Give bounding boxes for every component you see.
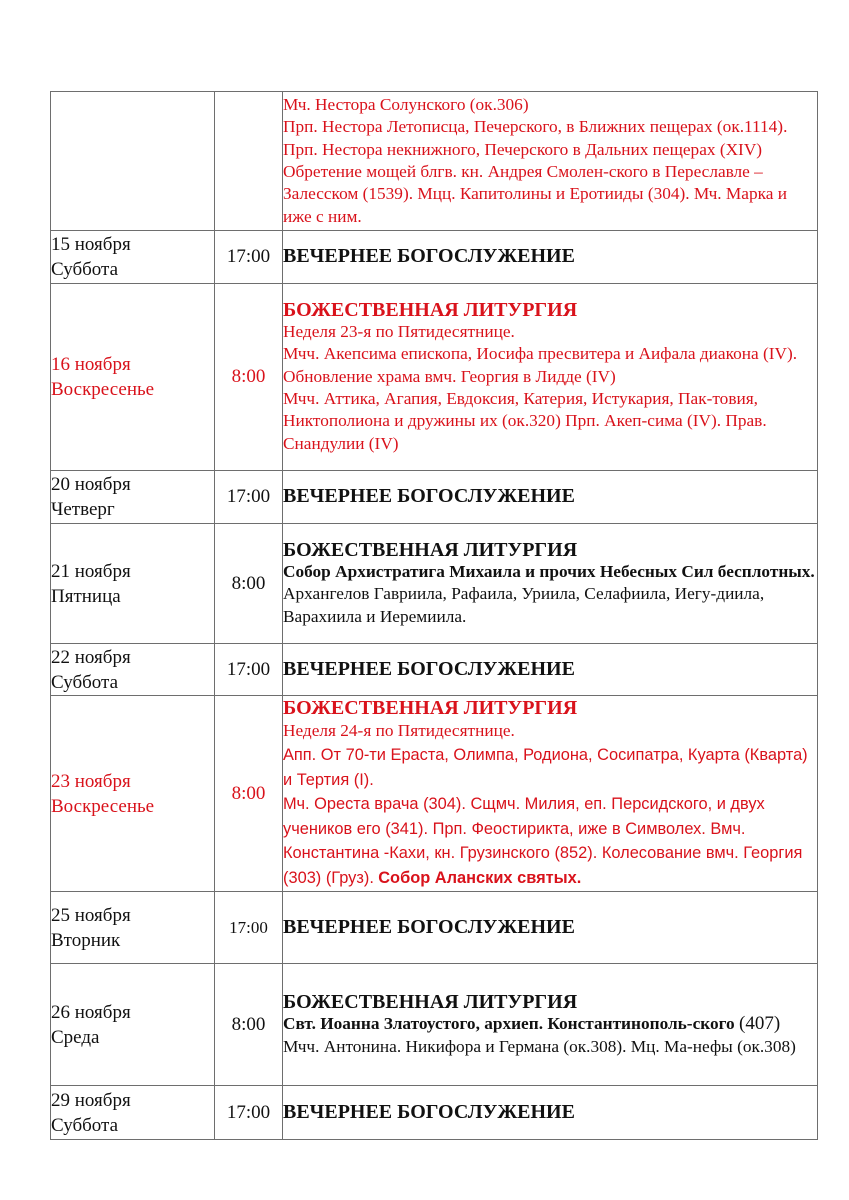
service-title: ВЕЧЕРНЕЕ БОГОСЛУЖЕНИЕ [283,915,575,938]
description-cell [283,524,818,644]
weekday: Пятница [51,585,121,607]
description-cell [283,892,818,964]
service-title: БОЖЕСТВЕННАЯ ЛИТУРГИЯ [283,696,578,719]
feast-title: Собор Аланских святых. [378,868,582,887]
table-row [51,696,818,892]
service-title: БОЖЕСТВЕННАЯ ЛИТУРГИЯ [283,539,578,562]
date: 22 ноября [51,646,131,668]
date-cell [51,471,215,524]
weekday: Суббота [51,1114,119,1136]
time-cell: 8:00 [215,524,283,644]
weekday: Суббота [51,259,119,280]
date-cell [51,644,215,696]
table-row [51,471,818,524]
table-row [51,524,818,644]
date: 15 ноября [51,234,131,255]
time-cell: 17:00 [215,644,283,696]
feast-title: Собор Архистратига Михаила и прочих Небесных Сил бесплотных. [283,562,815,582]
description-cell [283,644,818,696]
time-cell: 8:00 [215,964,283,1086]
date: 20 ноября [51,474,131,495]
date: 26 ноября [51,1001,131,1023]
table-row [51,964,818,1086]
time-cell: 17:00 [215,471,283,524]
description-cell [283,1086,818,1140]
time-cell: 8:00 [215,284,283,471]
service-title: БОЖЕСТВЕННАЯ ЛИТУРГИЯ [283,299,578,322]
time-cell: 17:00 [215,231,283,284]
date-cell [51,892,215,964]
commemoration-line: Мчч. Акепсима епископа, Иосифа пресвитера и Аифала диакона (IV). [283,344,798,364]
commemoration-line: Неделя 24-я по Пятидесятнице. [283,720,515,740]
service-title: БОЖЕСТВЕННАЯ ЛИТУРГИЯ [283,991,578,1014]
date-cell [51,284,215,471]
time-cell: 8:00 [215,696,283,892]
date-cell [51,1086,215,1140]
date-cell [51,524,215,644]
date: 21 ноября [51,560,131,582]
commemoration-line: Прп. Нестора Летописца, Печерского, в Ближних пещерах (ок.1114). Прп. Нестора некнижного, Печерского в Дальних пещерах (XIV) Обретение мощей блгв. кн. Андрея Смолен-ского в Переславле – Залесском (1539). Мцц. Капитолины и Еротииды (304). Мч. Марка и иже с ним. [283,117,788,226]
commemoration-line: Неделя 23-я по Пятидесятнице. [283,322,515,342]
feast-title: Свт. Иоанна Златоустого, архиеп. Константинополь-ского [283,1014,735,1034]
commemoration-line: Мч. Нестора Солунского (ок.306) [283,95,529,115]
commemoration-line: Мчч. Аттика, Агапия, Евдоксия, Катерия, Истукария, Пак-товия, Никтополиона и дружины их (ок.320) Прп. Акеп-сима (IV). Прав. Снандулии (IV) [283,389,767,453]
weekday: Воскресенье [51,379,155,400]
table-row [51,1086,818,1140]
service-title: ВЕЧЕРНЕЕ БОГОСЛУЖЕНИЕ [283,657,575,680]
date: 29 ноября [51,1089,131,1111]
description-cell [283,471,818,524]
date: 25 ноября [51,904,131,926]
commemoration-line: Мчч. Антонина. Никифора и Германа (ок.308). Мц. Ма-нефы (ок.308) [283,1036,796,1056]
time-cell [215,92,283,231]
date-cell [51,92,215,231]
service-title: ВЕЧЕРНЕЕ БОГОСЛУЖЕНИЕ [283,245,575,268]
date-cell [51,231,215,284]
table-row [51,892,818,964]
description-cell [283,231,818,284]
service-title: ВЕЧЕРНЕЕ БОГОСЛУЖЕНИЕ [283,1100,575,1123]
table-row [51,92,818,231]
table-row [51,231,818,284]
weekday: Четверг [51,499,115,520]
description-cell [283,284,818,471]
service-title: ВЕЧЕРНЕЕ БОГОСЛУЖЕНИЕ [283,485,575,508]
date-cell [51,696,215,892]
date-cell [51,964,215,1086]
commemoration-line: Апп. От 70-ти Ераста, Олимпа, Родиона, Сосипатра, Куарта (Кварта) и Тертия (I). [283,746,808,789]
weekday: Суббота [51,671,119,693]
time-cell: 17:00 [215,1086,283,1140]
weekday: Среда [51,1026,100,1048]
table-row [51,284,818,471]
description-cell [283,92,818,231]
description-cell [283,696,818,892]
commemoration-line: Архангелов Гавриила, Рафаила, Уриила, Селафиила, Иегу-диила, Варахиила и Иеремиила. [283,584,765,626]
date: 23 ноября [51,770,131,792]
service-schedule-table [50,91,818,1140]
commemoration-line: Обновление храма вмч. Георгия в Лидде (IV) [283,366,616,386]
table-row [51,644,818,696]
date: 16 ноября [51,354,131,375]
commemoration-line: Мч. Ореста врача (304). Сщмч. Милия, еп. Персидского, и двух учеников его (341). Прп. Феостирикта, иже в Символех. Вмч. Константина -Кахи, кн. Грузинского (852). Колесование вмч. Георгия (303) (Груз). [283,795,803,887]
feast-year: (407) [739,1013,781,1035]
weekday: Вторник [51,929,121,951]
time-cell: 17:00 [215,892,283,964]
weekday: Воскресенье [51,795,155,817]
description-cell [283,964,818,1086]
